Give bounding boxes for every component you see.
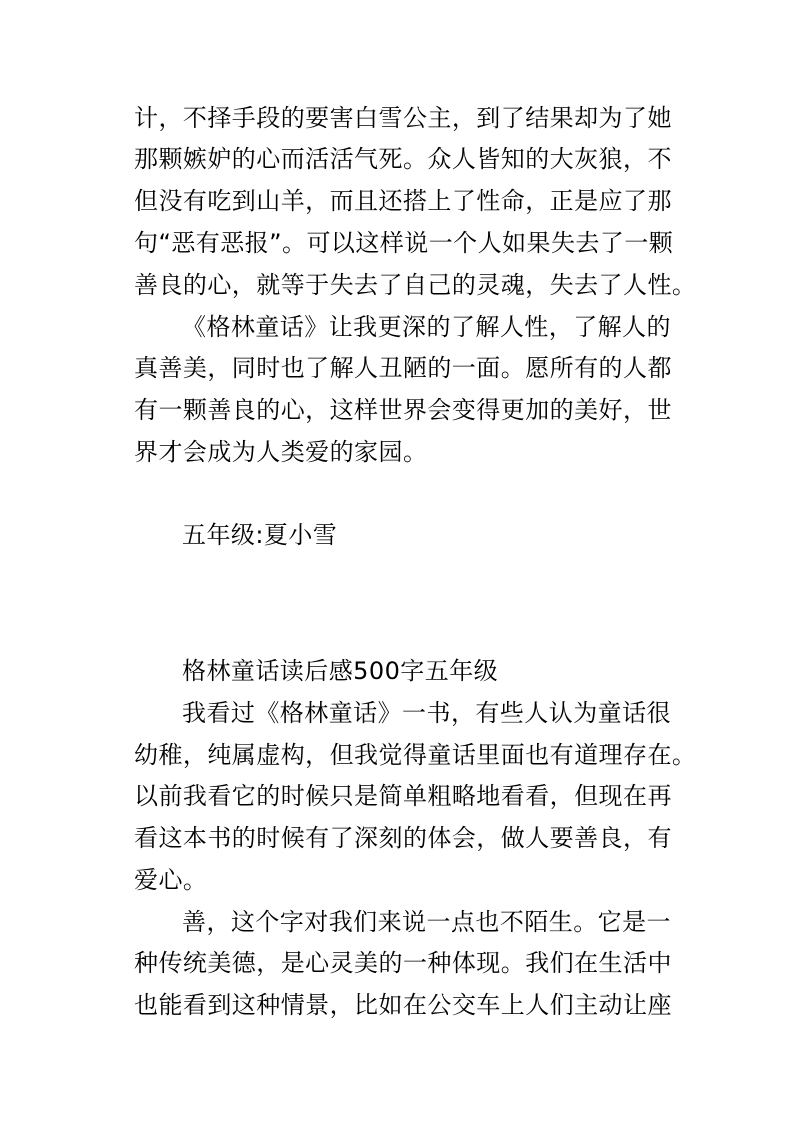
text-line: 幼稚，纯属虚构，但我觉得童话里面也有道理存在。 [134, 741, 697, 769]
text-line: 也能看到这种情景，比如在公交车上人们主动让座 [134, 991, 672, 1019]
text-line: 计，不择手段的要害白雪公主，到了结果却为了她 [134, 104, 672, 132]
essay-title: 格林童话读后感500字五年级 [182, 657, 499, 685]
text-line: 以前我看它的时候只是简单粗略地看看，但现在再 [134, 782, 672, 810]
text-line: 善良的心，就等于失去了自己的灵魂，失去了人性。 [134, 271, 697, 299]
paragraph-first-line: 我看过《格林童话》一书，有些人认为童话很 [182, 699, 671, 727]
text-line: 有一颗善良的心，这样世界会变得更加的美好，世 [134, 396, 672, 424]
text-line: 真善美，同时也了解人丑陋的一面。愿所有的人都 [134, 354, 672, 382]
text-line: 爱心。 [134, 866, 208, 894]
paragraph-first-line: 《格林童话》让我更深的了解人性，了解人的 [182, 313, 671, 341]
text-line: 种传统美德，是心灵美的一种体现。我们在生活中 [134, 949, 672, 977]
text-line: 句“恶有恶报”。可以这样说一个人如果失去了一颗 [134, 229, 674, 257]
text-line: 但没有吃到山羊，而且还搭上了性命，正是应了那 [134, 187, 672, 215]
text-line: 看这本书的时候有了深刻的体会，做人要善良，有 [134, 824, 672, 852]
text-line: 那颗嫉妒的心而活活气死。众人皆知的大灰狼，不 [134, 145, 672, 173]
paragraph-first-line: 善，这个字对我们来说一点也不陌生。它是一 [182, 908, 671, 936]
text-line: 界才会成为人类爱的家园。 [134, 438, 428, 466]
author-signature: 五年级:夏小雪 [182, 521, 338, 549]
